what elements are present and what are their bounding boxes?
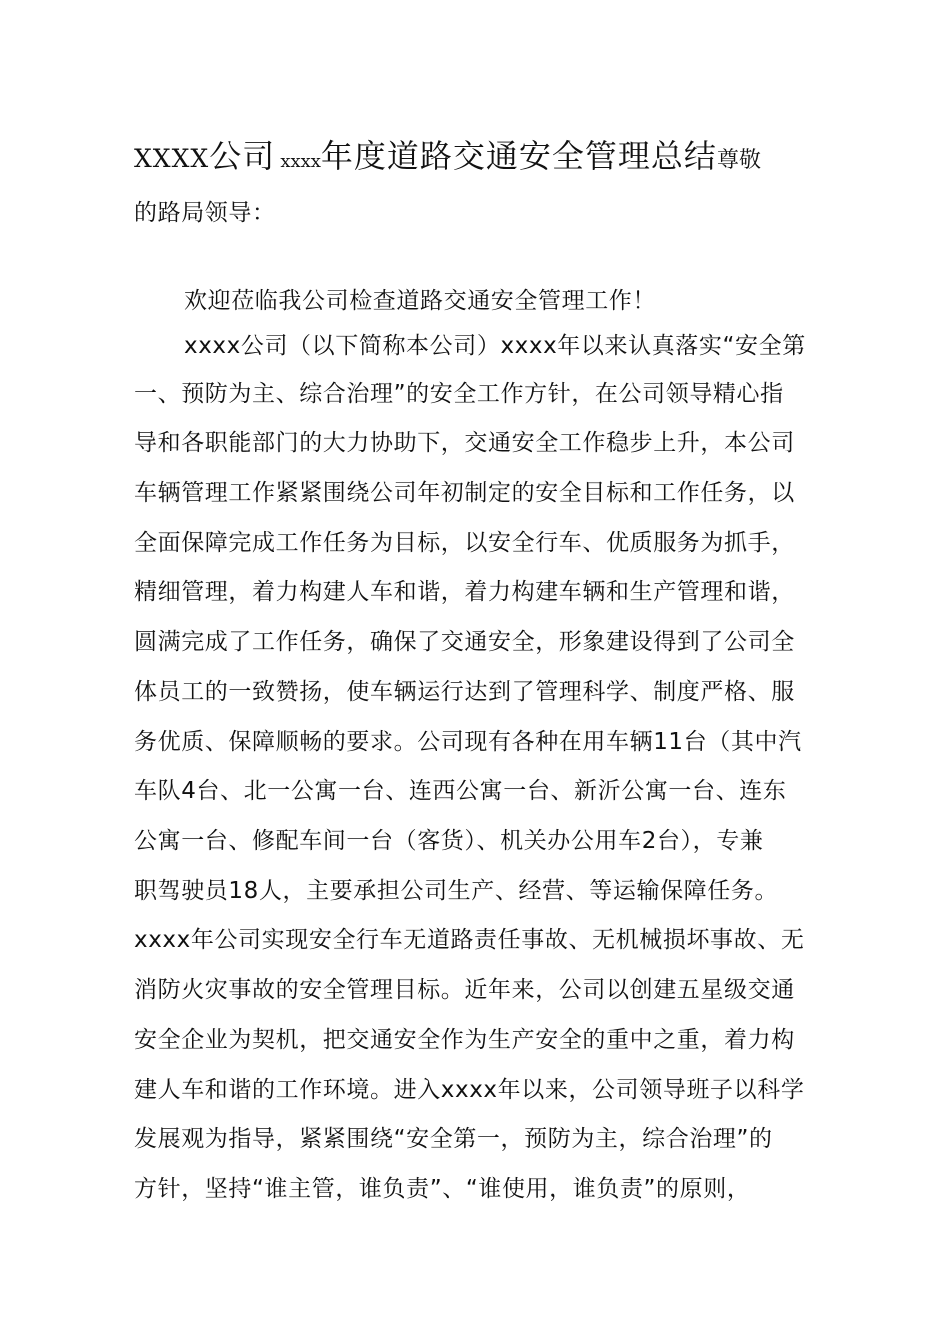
document-title [134, 130, 854, 188]
body-line-5: 全面保障完成工作任务为目标，以安全行车、优质服务为抓手， [134, 530, 795, 556]
greeting: 欢迎莅临我公司检查道路交通安全管理工作！ [184, 288, 656, 314]
body-line-14: 消防火灾事故的安全管理目标。近年来，公司以创建五星级交通 [134, 977, 795, 1003]
body-line-1: xxxx公司（以下简称本公司）xxxx年以来认真落实“安全第 [184, 333, 806, 359]
body-line-6: 精细管理，着力构建人车和谐，着力构建车辆和生产管理和谐， [134, 579, 795, 605]
body-line-16: 建人车和谐的工作环境。进入xxxx年以来，公司领导班子以科学 [134, 1077, 805, 1103]
body-line-3: 导和各职能部门的大力协助下，交通安全工作稳步上升，本公司 [134, 430, 795, 456]
body-line-17: 发展观为指导，紧紧围绕“安全第一，预防为主，综合治理”的 [134, 1126, 773, 1152]
body-line-9: 务优质、保障顺畅的要求。公司现有各种在用车辆11台（其中汽 [134, 729, 802, 755]
title-main-text: 年度道路交通安全管理总结 [320, 137, 717, 175]
body-line-2: 一、预防为主、综合治理”的安全工作方针，在公司领导精心指 [134, 381, 784, 407]
title-year-placeholder: xxxx [280, 151, 321, 172]
title-trailing-text: 尊敬 [716, 148, 761, 173]
body-line-8: 体员工的一致赞扬，使车辆运行达到了管理科学、制度严格、服 [134, 679, 795, 705]
body-line-18: 方针，坚持“谁主管，谁负责”、“谁使用，谁负责”的原则， [134, 1176, 751, 1202]
body-line-4: 车辆管理工作紧紧围绕公司年初制定的安全目标和工作任务，以 [134, 480, 795, 506]
salutation: 的路局领导： [134, 200, 276, 226]
body-line-10: 车队4台、北一公寓一台、连西公寓一台、新沂公寓一台、连东 [134, 778, 787, 804]
title-company-word: 公司 [209, 137, 276, 175]
body-line-15: 安全企业为契机，把交通安全作为生产安全的重中之重，着力构 [134, 1027, 795, 1053]
body-line-11: 公寓一台、修配车间一台（客货）、机关办公用车2台），专兼 [134, 828, 764, 854]
body-line-12: 职驾驶员18人，主要承担公司生产、经营、等运输保障任务。 [134, 878, 779, 904]
body-line-7: 圆满完成了工作任务，确保了交通安全，形象建设得到了公司全 [134, 629, 795, 655]
body-line-13: xxxx年公司实现安全行车无道路责任事故、无机械损坏事故、无 [134, 927, 805, 953]
title-company-placeholder: XXXX [134, 144, 210, 173]
